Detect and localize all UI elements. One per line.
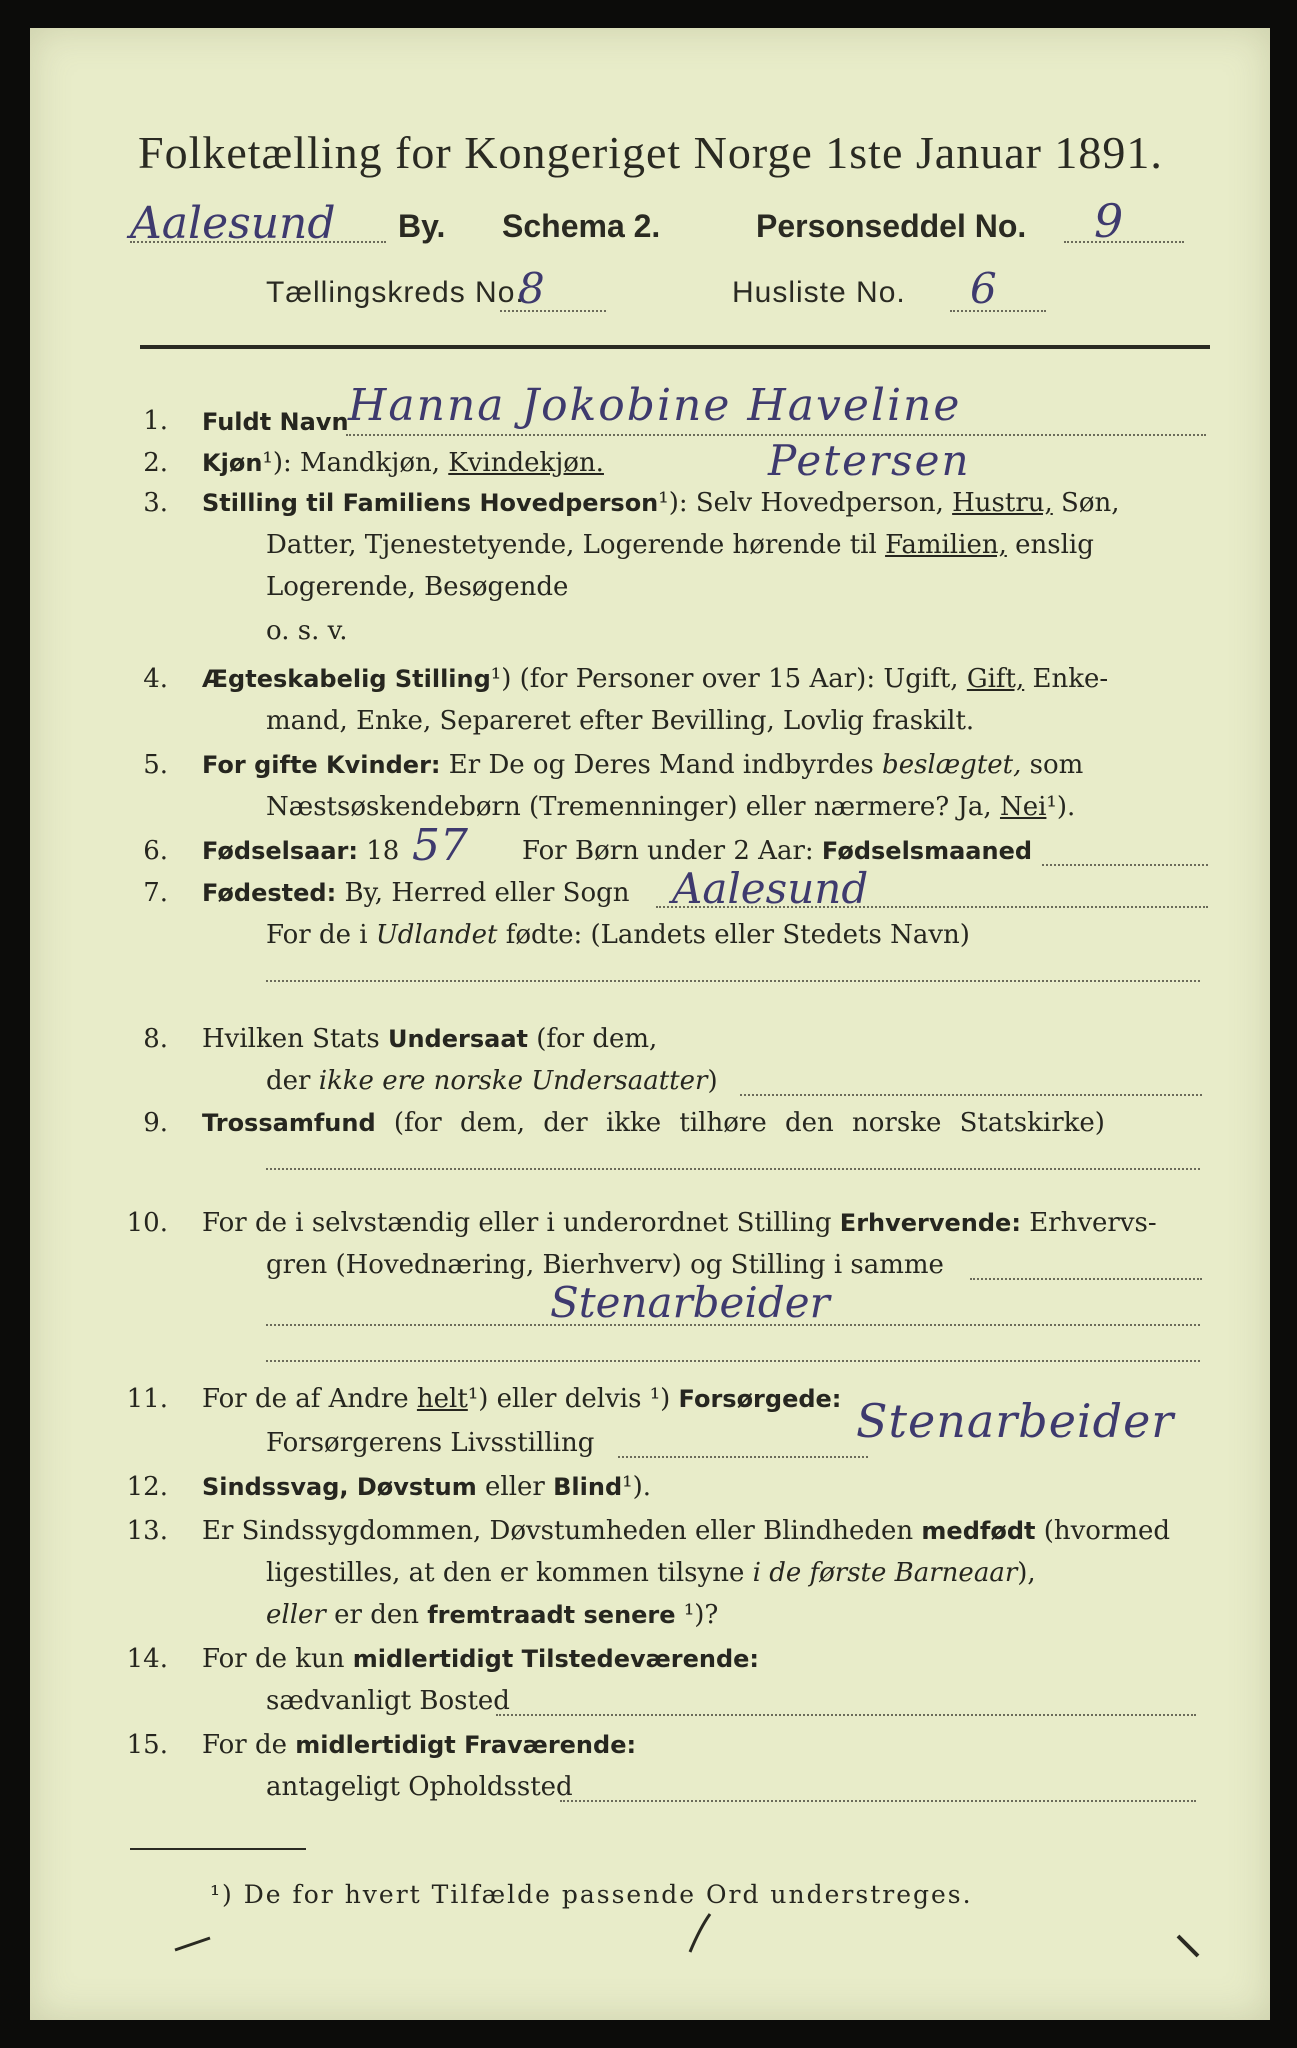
q7-dotted-line-2 (266, 980, 1200, 982)
q10-label: Erhvervende: (839, 1209, 1021, 1237)
q6-rest-line (522, 836, 1032, 866)
q5-som: som (1029, 750, 1084, 780)
q7-line2b: fødte: (Landets eller Stedets Navn) (505, 920, 970, 950)
q10-dotted-line (970, 1278, 1202, 1280)
kreds-number: 8 (518, 264, 545, 313)
q11-a: For de af Andre (202, 1384, 409, 1414)
ink-mark-left-icon (170, 1928, 230, 1958)
q3-line2-text: Datter, Tjenestetyende, Logerende hørende til (266, 530, 877, 560)
item-number-8: 8. (143, 1024, 168, 1054)
q5-line2-text: Næstsøskendebørn (Tremenninger) eller nærmere? Ja, (266, 792, 992, 822)
q8-b: (for dem, (536, 1024, 658, 1054)
q5-line2 (266, 792, 1075, 822)
city-dotted-line (130, 241, 386, 243)
q12-eller: eller (485, 1472, 545, 1502)
q5-nei: Nei (999, 792, 1047, 822)
q11-line1 (202, 1384, 841, 1414)
q13-b: (hvormed (1043, 1516, 1171, 1546)
q10-dotted-line-2 (266, 1324, 1200, 1326)
item-number-5: 5. (143, 750, 168, 780)
q6-rest: For Børn under 2 Aar: (522, 836, 814, 866)
q10-b: Erhvervs- (1029, 1208, 1157, 1238)
q14-line1 (202, 1644, 759, 1674)
q5-line1 (202, 750, 1083, 780)
q15-label: midlertidigt Fraværende: (295, 1731, 637, 1759)
q3-line1 (202, 488, 1120, 518)
q6-dotted-line (1042, 864, 1208, 866)
q15-a: For de (202, 1730, 287, 1760)
q13-line3b: fremtraadt senere (427, 1601, 676, 1629)
a1-surname-handwritten: Petersen (768, 436, 971, 485)
q8-line1 (202, 1024, 657, 1054)
census-form-sheet (30, 28, 1270, 2020)
q8-dotted-line (740, 1094, 1202, 1096)
q8-line2 (266, 1066, 718, 1096)
city-handwritten: Aalesund (130, 198, 336, 249)
q6-line (202, 836, 399, 866)
q15-line2: antageligt Opholdssted (266, 1772, 573, 1802)
q5-beslaegtet: beslægtet, (882, 750, 1022, 780)
q6-label: Fødselsaar: (202, 837, 358, 865)
q13-line2b: ), (1017, 1558, 1036, 1588)
q9-label: Trossamfund (202, 1109, 376, 1137)
a11-provider-handwritten: Stenarbeider (856, 1394, 1175, 1448)
q13-line2i: i de første Barneaar (752, 1558, 1018, 1588)
q3-line3: Logerende, Besøgende (266, 572, 569, 602)
q1-label: Fuldt Navn (202, 408, 349, 436)
husliste-dotted-line (950, 310, 1046, 312)
item-number-6: 6. (143, 836, 168, 866)
q14-label: midlertidigt Tilstedeværende: (352, 1645, 760, 1673)
q3-rest: ¹): Selv Hovedperson, (658, 488, 944, 518)
q7-line2a: For de i (266, 920, 368, 950)
q11-label: Forsørgede: (678, 1385, 842, 1413)
item-number-14: 14. (126, 1644, 168, 1674)
q12-line (202, 1472, 651, 1502)
q7-label: Fødested: (202, 879, 337, 907)
q4-line1 (202, 664, 1108, 694)
personseddel-dotted-line (1064, 241, 1184, 243)
q13-line3a: er den (334, 1600, 419, 1630)
husliste-label: Husliste No. (732, 276, 906, 309)
q11-dotted-line (618, 1456, 868, 1458)
q10-line1 (202, 1208, 1157, 1238)
ink-mark-right-icon (1170, 1928, 1210, 1968)
q2-opt-kvindekjon: Kvindekjøn. (448, 448, 604, 478)
personseddel-label: Personseddel No. (756, 208, 1027, 244)
q8-a: Hvilken Stats (202, 1024, 380, 1054)
form-title: Folketælling for Kongeriget Norge 1ste Januar 1891. (138, 127, 1163, 178)
q8-label: Undersaat (387, 1025, 528, 1053)
q4-enke: Enke- (1032, 664, 1109, 694)
item-number-15: 15. (126, 1730, 168, 1760)
q4-line2: mand, Enke, Separeret efter Bevilling, Lovlig fraskilt. (266, 706, 975, 736)
personseddel-number: 9 (1094, 194, 1124, 248)
a6-birthyear-handwritten: 57 (412, 820, 468, 871)
footnote: ¹) De for hvert Tilfælde passende Ord understreges. (210, 1880, 973, 1909)
item-number-4: 4. (143, 664, 168, 694)
q13-line3c: ¹)? (683, 1600, 719, 1630)
by-label: By. (398, 208, 446, 244)
q12-label: Sindssvag, Døvstum (202, 1473, 477, 1501)
q7-dotted-line (656, 906, 1208, 908)
q8-line2a: der (266, 1066, 311, 1096)
q6-prefix: 18 (366, 836, 400, 866)
q4-label: Ægteskabelig Stilling (202, 665, 491, 693)
item-number-1: 1. (143, 406, 168, 436)
q3-label: Stilling til Familiens Hovedperson (202, 489, 659, 517)
kreds-dotted-line (500, 310, 606, 312)
q8-line2b: ) (707, 1066, 718, 1096)
q13-a: Er Sindssygdommen, Døvstumheden eller Blindheden (202, 1516, 914, 1546)
a10-occupation-handwritten: Stenarbeider (550, 1278, 830, 1327)
q13-line3i: eller (266, 1600, 326, 1630)
q6-maaned: Fødselsmaaned (821, 837, 1033, 865)
q5-rest: Er De og Deres Mand indbyrdes (448, 750, 874, 780)
a7-birthplace-handwritten: Aalesund (672, 864, 869, 913)
a1-name-handwritten: Hanna Jokobine Haveline (348, 380, 962, 431)
q7-udlandet: Udlandet (375, 920, 498, 950)
footnote-rule (130, 1848, 306, 1850)
q10-a: For de i selvstændig eller i underordnet Stilling (202, 1208, 832, 1238)
q3-line4: o. s. v. (266, 616, 348, 646)
q10-line2: gren (Hovednæring, Bierhverv) og Stilling i samme (266, 1250, 944, 1280)
item-number-7: 7. (143, 878, 168, 908)
q13-line2 (266, 1558, 1036, 1588)
q3-familien: Familien, (885, 530, 1007, 560)
item-number-12: 12. (126, 1472, 168, 1502)
q15-line1 (202, 1730, 636, 1760)
q3-hustru: Hustru, (952, 488, 1053, 518)
q11-b: ¹) eller delvis ¹) (467, 1384, 671, 1414)
q2-label: Kjøn (202, 449, 263, 477)
schema-label: Schema 2. (502, 208, 661, 244)
q9-rest: (for dem, der ikke tilhøre den norske Statskirke) (393, 1108, 1105, 1138)
q11-line2: Forsørgerens Livsstilling (266, 1428, 595, 1458)
q9-line (202, 1108, 1105, 1138)
item-number-2: 2. (143, 448, 168, 478)
item-number-9: 9. (143, 1108, 168, 1138)
q13-line1 (202, 1516, 1170, 1546)
q2-sup: ¹): (262, 448, 300, 478)
q12-end: ¹). (622, 1472, 651, 1502)
q13-line2a: ligestilles, at den er kommen tilsyne (266, 1558, 745, 1588)
item-number-13: 13. (126, 1516, 168, 1546)
item-number-10: 10. (126, 1208, 168, 1238)
q7-line2 (266, 920, 970, 950)
q3-enslig: enslig (1015, 530, 1094, 560)
q2-opt-mandkjon: Mandkjøn, (300, 448, 440, 478)
q4-gift: Gift, (966, 664, 1025, 694)
q5-end: ¹). (1046, 792, 1076, 822)
q10-dotted-line-3 (266, 1360, 1200, 1362)
q14-a: For de kun (202, 1644, 345, 1674)
q12-blind: Blind (553, 1473, 623, 1501)
q4-rest: ¹) (for Personer over 15 Aar): Ugift, (490, 664, 959, 694)
ink-mark-center-icon (680, 1908, 720, 1958)
q14-dotted-line (496, 1714, 1196, 1716)
kreds-label: Tællingskreds No. (266, 276, 525, 309)
q9-dotted-line (266, 1168, 1200, 1170)
q5-label: For gifte Kvinder: (202, 751, 441, 779)
q8-line2i: ikke ere norske Undersaatter (318, 1066, 708, 1096)
q13-label: medfødt (921, 1517, 1036, 1545)
q7-line1 (202, 878, 630, 908)
q3-line2 (266, 530, 1094, 560)
q14-line2: sædvanligt Bosted (266, 1686, 510, 1716)
q3-son: Søn, (1061, 488, 1120, 518)
header-rule (140, 345, 1210, 349)
q2-text (202, 448, 604, 478)
q11-helt: helt (416, 1384, 468, 1414)
item-number-3: 3. (143, 488, 168, 518)
q15-dotted-line (560, 1800, 1196, 1802)
q13-line3 (266, 1600, 718, 1630)
husliste-number: 6 (970, 264, 997, 313)
item-number-11: 11. (126, 1384, 168, 1414)
q7-rest: By, Herred eller Sogn (344, 878, 630, 908)
